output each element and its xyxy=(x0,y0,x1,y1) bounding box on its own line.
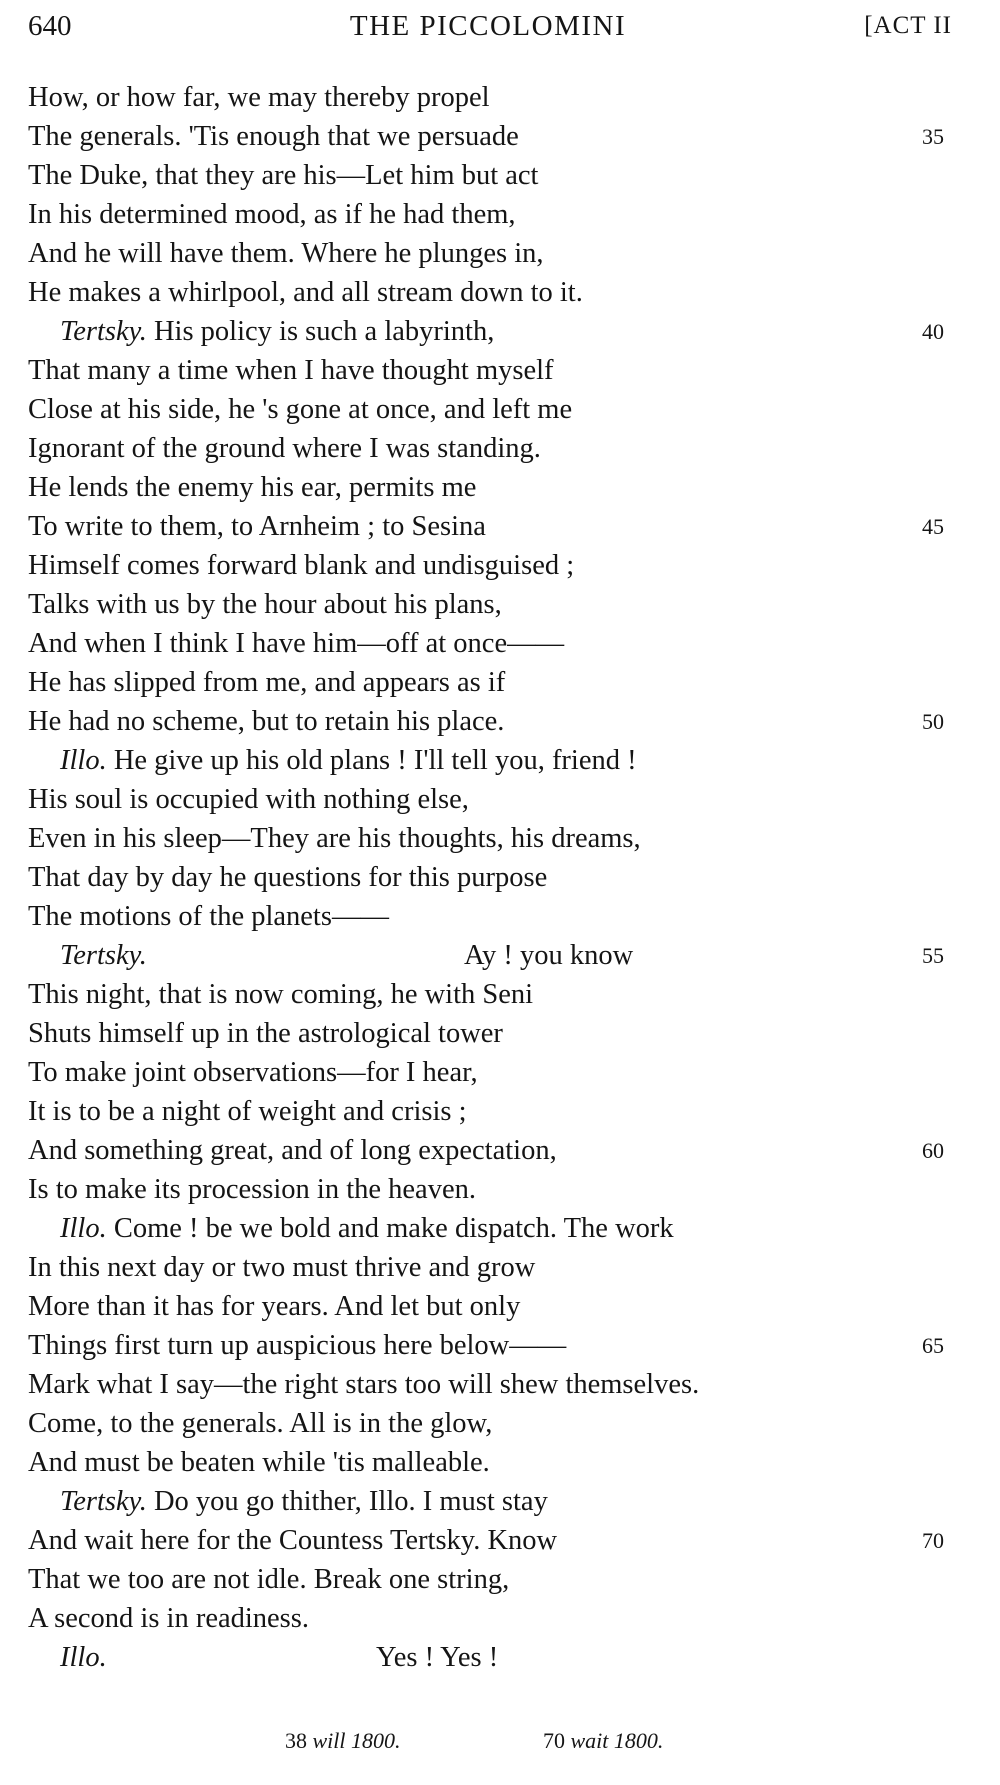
line-text: Come, to the generals. All is in the glow, xyxy=(28,1408,493,1439)
line-text: His policy is such a labyrinth, xyxy=(146,316,495,347)
split-line-continuation: Yes ! Yes ! xyxy=(376,1642,499,1673)
line-text: To make joint observations—for I hear, xyxy=(28,1057,478,1088)
verse-line xyxy=(28,1209,956,1248)
line-text: In this next day or two must thrive and grow xyxy=(28,1252,536,1283)
verse-line xyxy=(28,897,956,936)
verse-line xyxy=(28,858,956,897)
verse-line xyxy=(28,390,956,429)
line-text: The Duke, that they are his—Let him but act xyxy=(28,160,539,191)
verse-line xyxy=(28,624,956,663)
verse-line xyxy=(28,468,956,507)
line-text: That we too are not idle. Break one string, xyxy=(28,1564,510,1595)
verse-line xyxy=(28,1365,956,1404)
line-text: He makes a whirlpool, and all stream down to it. xyxy=(28,277,583,308)
line-text: That day by day he questions for this purpose xyxy=(28,862,548,893)
verse-line xyxy=(28,429,956,468)
speaker-name: Illo. xyxy=(60,745,107,776)
line-text: He lends the enemy his ear, permits me xyxy=(28,472,477,503)
line-text: Come ! be we bold and make dispatch. The work xyxy=(106,1213,674,1244)
verse-line xyxy=(28,1443,956,1482)
verse-line xyxy=(28,819,956,858)
footnote xyxy=(543,1728,663,1754)
verse-line xyxy=(28,156,956,195)
line-number: 55 xyxy=(922,943,944,968)
line-text: He had no scheme, but to retain his place. xyxy=(28,706,505,737)
verse-line xyxy=(28,1092,956,1131)
verse-line xyxy=(28,1560,956,1599)
footnote xyxy=(285,1728,401,1754)
verse-line xyxy=(28,702,956,741)
running-title: THE PICCOLOMINI xyxy=(349,10,627,42)
speaker-name: Tertsky. xyxy=(60,940,147,971)
line-text: Talks with us by the hour about his plans, xyxy=(28,589,502,620)
line-text: His soul is occupied with nothing else, xyxy=(28,784,469,815)
line-text: A second is in readiness. xyxy=(28,1603,309,1634)
line-text: And he will have them. Where he plunges in, xyxy=(28,238,544,269)
verse-line xyxy=(28,273,956,312)
verse-line xyxy=(28,78,956,117)
line-text: How, or how far, we may thereby propel xyxy=(28,82,490,113)
line-text: This night, that is now coming, he with Seni xyxy=(28,979,534,1010)
split-line-continuation: Ay ! you know xyxy=(464,940,634,971)
line-text: In his determined mood, as if he had them, xyxy=(28,199,516,230)
line-number: 35 xyxy=(922,124,944,149)
line-text: Shuts himself up in the astrological tower xyxy=(28,1018,503,1049)
verse-line xyxy=(28,1170,956,1209)
line-text: The motions of the planets—— xyxy=(28,901,389,932)
verse-line xyxy=(28,741,956,780)
verse-line xyxy=(28,1638,956,1677)
verse-line xyxy=(28,663,956,702)
line-text: It is to be a night of weight and crisis ; xyxy=(28,1096,467,1127)
verse-line xyxy=(28,1248,956,1287)
verse-line xyxy=(28,1287,956,1326)
line-text: More than it has for years. And let but only xyxy=(28,1291,521,1322)
verse-line xyxy=(28,312,956,351)
line-text: He has slipped from me, and appears as if xyxy=(28,667,506,698)
page-header xyxy=(28,10,952,54)
line-number: 40 xyxy=(922,319,944,344)
line-text: Even in his sleep—They are his thoughts, his dreams, xyxy=(28,823,641,854)
line-text: That many a time when I have thought myself xyxy=(28,355,554,386)
line-text: To write to them, to Arnheim ; to Sesina xyxy=(28,511,486,542)
line-text: And wait here for the Countess Tertsky. Know xyxy=(28,1525,558,1556)
line-text: Close at his side, he 's gone at once, and left me xyxy=(28,394,573,425)
line-text: And something great, and of long expectation, xyxy=(28,1135,557,1166)
footnote-text: will 1800. xyxy=(312,1728,401,1753)
verse-line xyxy=(28,1053,956,1092)
footnote-line-ref: 70 xyxy=(543,1728,565,1753)
verse-line xyxy=(28,1521,956,1560)
verse-line xyxy=(28,975,956,1014)
verse-line xyxy=(28,936,956,975)
speaker-name: Illo. xyxy=(60,1213,107,1244)
line-text: Things first turn up auspicious here below—— xyxy=(28,1330,567,1361)
speaker-name: Tertsky. xyxy=(60,1486,147,1517)
line-text: And must be beaten while 'tis malleable. xyxy=(28,1447,490,1478)
verse-line xyxy=(28,1326,956,1365)
verse-line xyxy=(28,234,956,273)
verse-line xyxy=(28,195,956,234)
line-text: Do you go thither, Illo. I must stay xyxy=(146,1486,548,1517)
line-text: And when I think I have him—off at once—— xyxy=(28,628,565,659)
footnote-line-ref: 38 xyxy=(285,1728,307,1753)
line-number: 45 xyxy=(922,514,944,539)
verse-line xyxy=(28,1404,956,1443)
line-text: Is to make its procession in the heaven. xyxy=(28,1174,476,1205)
line-number: 70 xyxy=(922,1528,944,1553)
line-number: 60 xyxy=(922,1138,944,1163)
verse-line xyxy=(28,1599,956,1638)
line-number: 65 xyxy=(922,1333,944,1358)
line-text: Ignorant of the ground where I was standing. xyxy=(28,433,541,464)
verse-text xyxy=(28,78,956,1677)
verse-line xyxy=(28,780,956,819)
line-number: 50 xyxy=(922,709,944,734)
line-text: He give up his old plans ! I'll tell you, friend ! xyxy=(106,745,637,776)
verse-line xyxy=(28,546,956,585)
speaker-name: Tertsky. xyxy=(60,316,147,347)
footnote-text: wait 1800. xyxy=(570,1728,664,1753)
verse-line xyxy=(28,1131,956,1170)
act-marker: [ACT II xyxy=(864,12,952,39)
verse-line xyxy=(28,1482,956,1521)
line-text: Mark what I say—the right stars too will shew themselves. xyxy=(28,1369,700,1400)
verse-line xyxy=(28,1014,956,1053)
line-text: Himself comes forward blank and undisguised ; xyxy=(28,550,575,581)
verse-line xyxy=(28,585,956,624)
verse-line xyxy=(28,507,956,546)
speaker-name: Illo. xyxy=(60,1642,107,1673)
line-text: The generals. 'Tis enough that we persuade xyxy=(28,121,519,152)
verse-line xyxy=(28,117,956,156)
page-number: 640 xyxy=(28,10,72,42)
verse-line xyxy=(28,351,956,390)
